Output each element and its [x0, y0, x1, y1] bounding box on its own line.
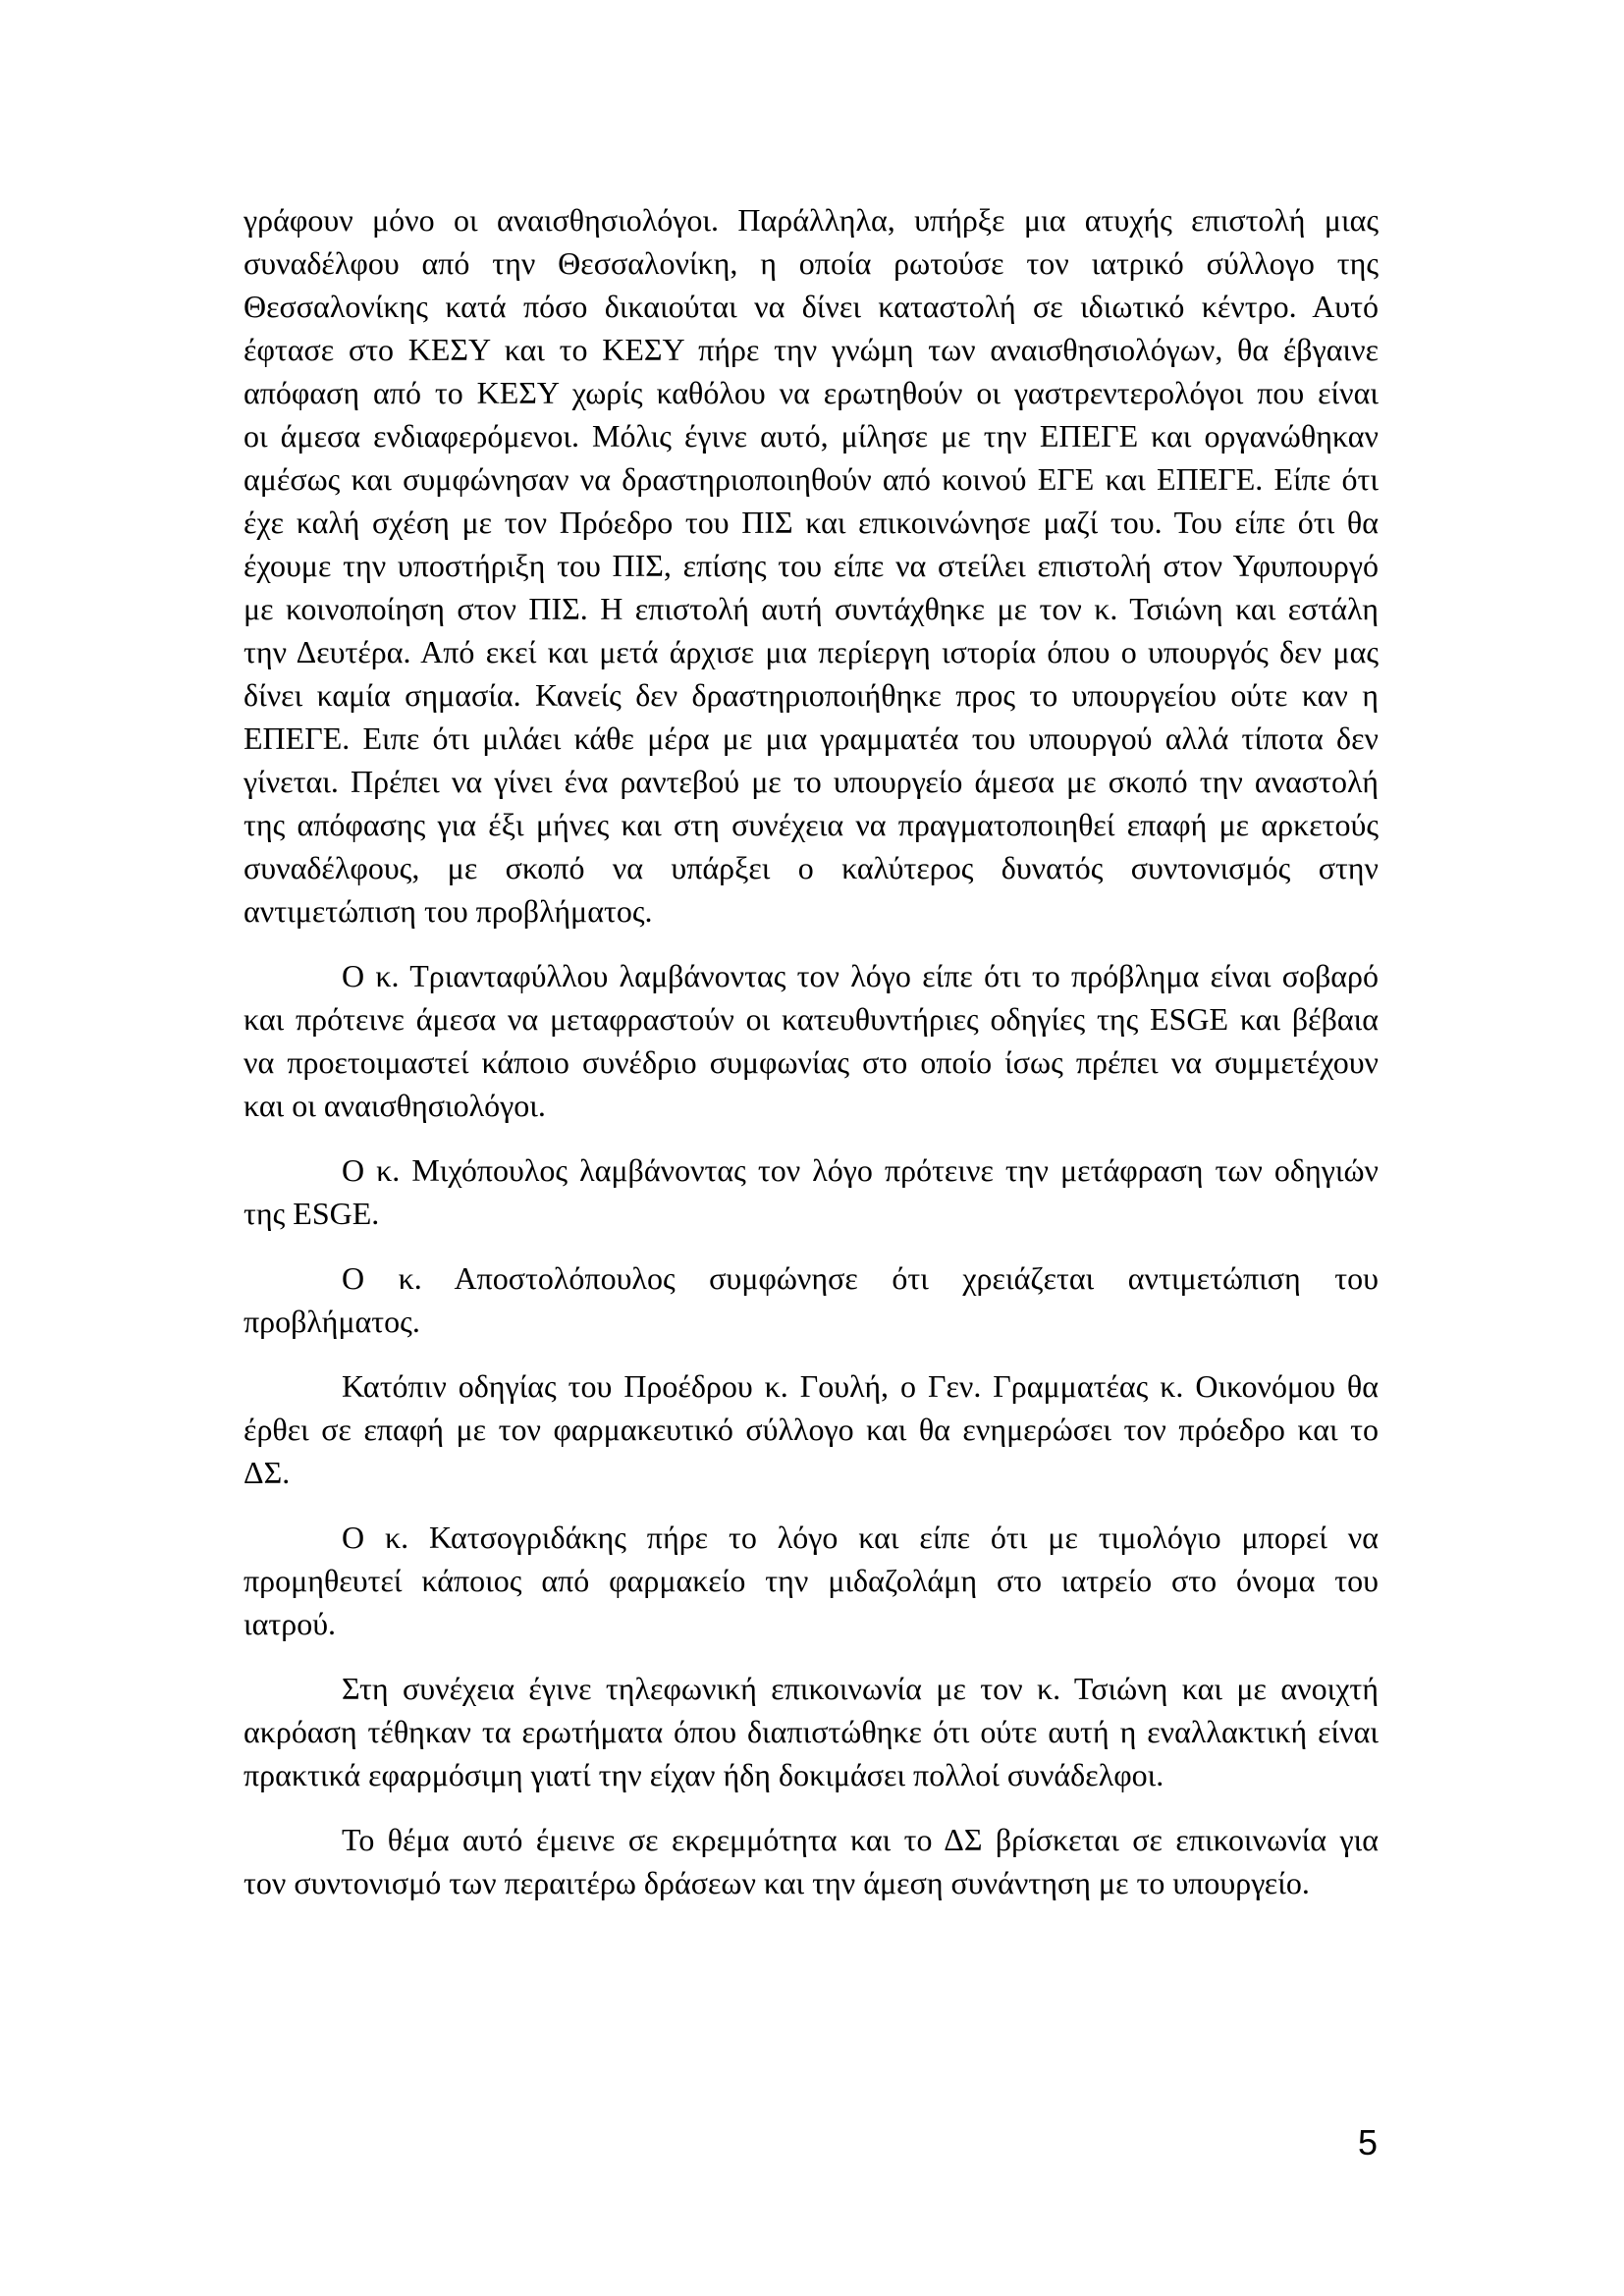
- text-line: απόφαση από το ΚΕΣΥ χωρίς καθόλου να ερωτηθούν οι γαστρεντερολόγοι που είναι: [244, 375, 1379, 410]
- text-line: Θεσσαλονίκης κατά πόσο δικαιούται να δίνει καταστολή σε ιδιωτικό κέντρο. Αυτό: [244, 289, 1379, 324]
- text-line: έφτασε στο ΚΕΣΥ και το ΚΕΣΥ πήρε την γνώμη των αναισθησιολόγων, θα έβγαινε: [244, 332, 1379, 367]
- text-line: Κατόπιν οδηγίας του Προέδρου κ. Γουλή, ο Γεν. Γραμματέας κ. Οικονόμου θα: [342, 1368, 1379, 1404]
- paragraph: [244, 198, 1379, 933]
- text-line: αντιμετώπιση του προβλήματος.: [244, 893, 653, 929]
- text-line: Ο κ. Τριανταφύλλου λαμβάνοντας τον λόγο είπε ότι το πρόβλημα είναι σοβαρό: [342, 958, 1379, 993]
- paragraph: [244, 1667, 1379, 1796]
- text-line: συναδέλφους, με σκοπό να υπάρξει ο καλύτερος δυνατός συντονισμός στην: [244, 850, 1379, 885]
- text-line: γράφουν μόνο οι αναισθησιολόγοι. Παράλληλα, υπήρξε μια ατυχής επιστολή μιας: [244, 202, 1379, 238]
- text-line: με κοινοποίηση στον ΠΙΣ. Η επιστολή αυτή συντάχθηκε με τον κ. Τσιώνη και εστάλη: [244, 591, 1379, 626]
- text-line: δίνει καμία σημασία. Κανείς δεν δραστηριοποιήθηκε προς το υπουργείου ούτε καν η: [244, 677, 1379, 713]
- text-line: οι άμεσα ενδιαφερόμενοι. Μόλις έγινε αυτό, μίλησε με την ΕΠΕΓΕ και οργανώθηκαν: [244, 418, 1379, 454]
- text-line: και οι αναισθησιολόγοι.: [244, 1088, 546, 1123]
- text-line: συναδέλφου από την Θεσσαλονίκη, η οποία ρωτούσε τον ιατρικό σύλλογο της: [244, 245, 1379, 281]
- paragraph: [244, 954, 1379, 1127]
- text-line: προμηθευτεί κάποιος από φαρμακείο την μιδαζολάμη στο ιατρείο στο όνομα του: [244, 1563, 1379, 1598]
- paragraph: [244, 1148, 1379, 1235]
- paragraph: [244, 1364, 1379, 1494]
- paragraph: [244, 1516, 1379, 1645]
- page-number: 5: [1357, 2122, 1378, 2163]
- text-line: ιατρού.: [244, 1606, 337, 1641]
- text-line: ΕΠΕΓΕ. Ειπε ότι μιλάει κάθε μέρα με μια γραμματέα του υπουργού αλλά τίποτα δεν: [244, 721, 1379, 756]
- text-line: της απόφασης για έξι μήνες και στη συνέχεια να πραγματοποιηθεί επαφή με αρκετούς: [244, 807, 1379, 842]
- text-line: την Δευτέρα. Από εκεί και μετά άρχισε μια περίεργη ιστορία όπου ο υπουργός δεν μας: [244, 634, 1379, 669]
- text-line: της ESGE.: [244, 1196, 380, 1231]
- page-body-text: [244, 198, 1379, 1926]
- text-line: Στη συνέχεια έγινε τηλεφωνική επικοινωνία με τον κ. Τσιώνη και με ανοιχτή: [342, 1671, 1379, 1706]
- text-line: γίνεται. Πρέπει να γίνει ένα ραντεβού με το υπουργείο άμεσα με σκοπό την αναστολή: [244, 764, 1379, 799]
- text-line: προβλήματος.: [244, 1304, 420, 1339]
- text-line: Ο κ. Αποστολόπουλος συμφώνησε ότι χρειάζεται αντιμετώπιση του: [342, 1260, 1379, 1296]
- text-line: έρθει σε επαφή με τον φαρμακευτικό σύλλογο και θα ενημερώσει τον πρόεδρο και το: [244, 1412, 1379, 1447]
- text-line: τον συντονισμό των περαιτέρω δράσεων και την άμεση συνάντηση με το υπουργείο.: [244, 1865, 1310, 1900]
- text-line: ακρόαση τέθηκαν τα ερωτήματα όπου διαπιστώθηκε ότι ούτε αυτή η εναλλακτική είναι: [244, 1714, 1379, 1749]
- text-line: πρακτικά εφαρμόσιμη γιατί την είχαν ήδη δοκιμάσει πολλοί συνάδελφοι.: [244, 1757, 1164, 1792]
- paragraph: [244, 1256, 1379, 1343]
- text-line: Το θέμα αυτό έμεινε σε εκρεμμότητα και το ΔΣ βρίσκεται σε επικοινωνία για: [342, 1822, 1379, 1857]
- text-line: να προετοιμαστεί κάποιο συνέδριο συμφωνίας στο οποίο ίσως πρέπει να συμμετέχουν: [244, 1044, 1379, 1080]
- text-line: Ο κ. Μιχόπουλος λαμβάνοντας τον λόγο πρότεινε την μετάφραση των οδηγιών: [342, 1152, 1379, 1188]
- text-line: αμέσως και συμφώνησαν να δραστηριοποιηθούν από κοινού ΕΓΕ και ΕΠΕΓΕ. Είπε ότι: [244, 461, 1379, 497]
- text-line: και πρότεινε άμεσα να μεταφραστούν οι κατευθυντήριες οδηγίες της ESGE και βέβαια: [244, 1001, 1379, 1037]
- paragraph: [244, 1818, 1379, 1904]
- text-line: Ο κ. Κατσογριδάκης πήρε το λόγο και είπε ότι με τιμολόγιο μπορεί να: [342, 1520, 1379, 1555]
- text-line: ΔΣ.: [244, 1455, 291, 1490]
- text-line: έχουμε την υποστήριξη του ΠΙΣ, επίσης του είπε να στείλει επιστολή στον Υφυπουργό: [244, 548, 1379, 583]
- text-line: έχε καλή σχέση με τον Πρόεδρο του ΠΙΣ και επικοινώνησε μαζί του. Του είπε ότι θα: [244, 505, 1379, 540]
